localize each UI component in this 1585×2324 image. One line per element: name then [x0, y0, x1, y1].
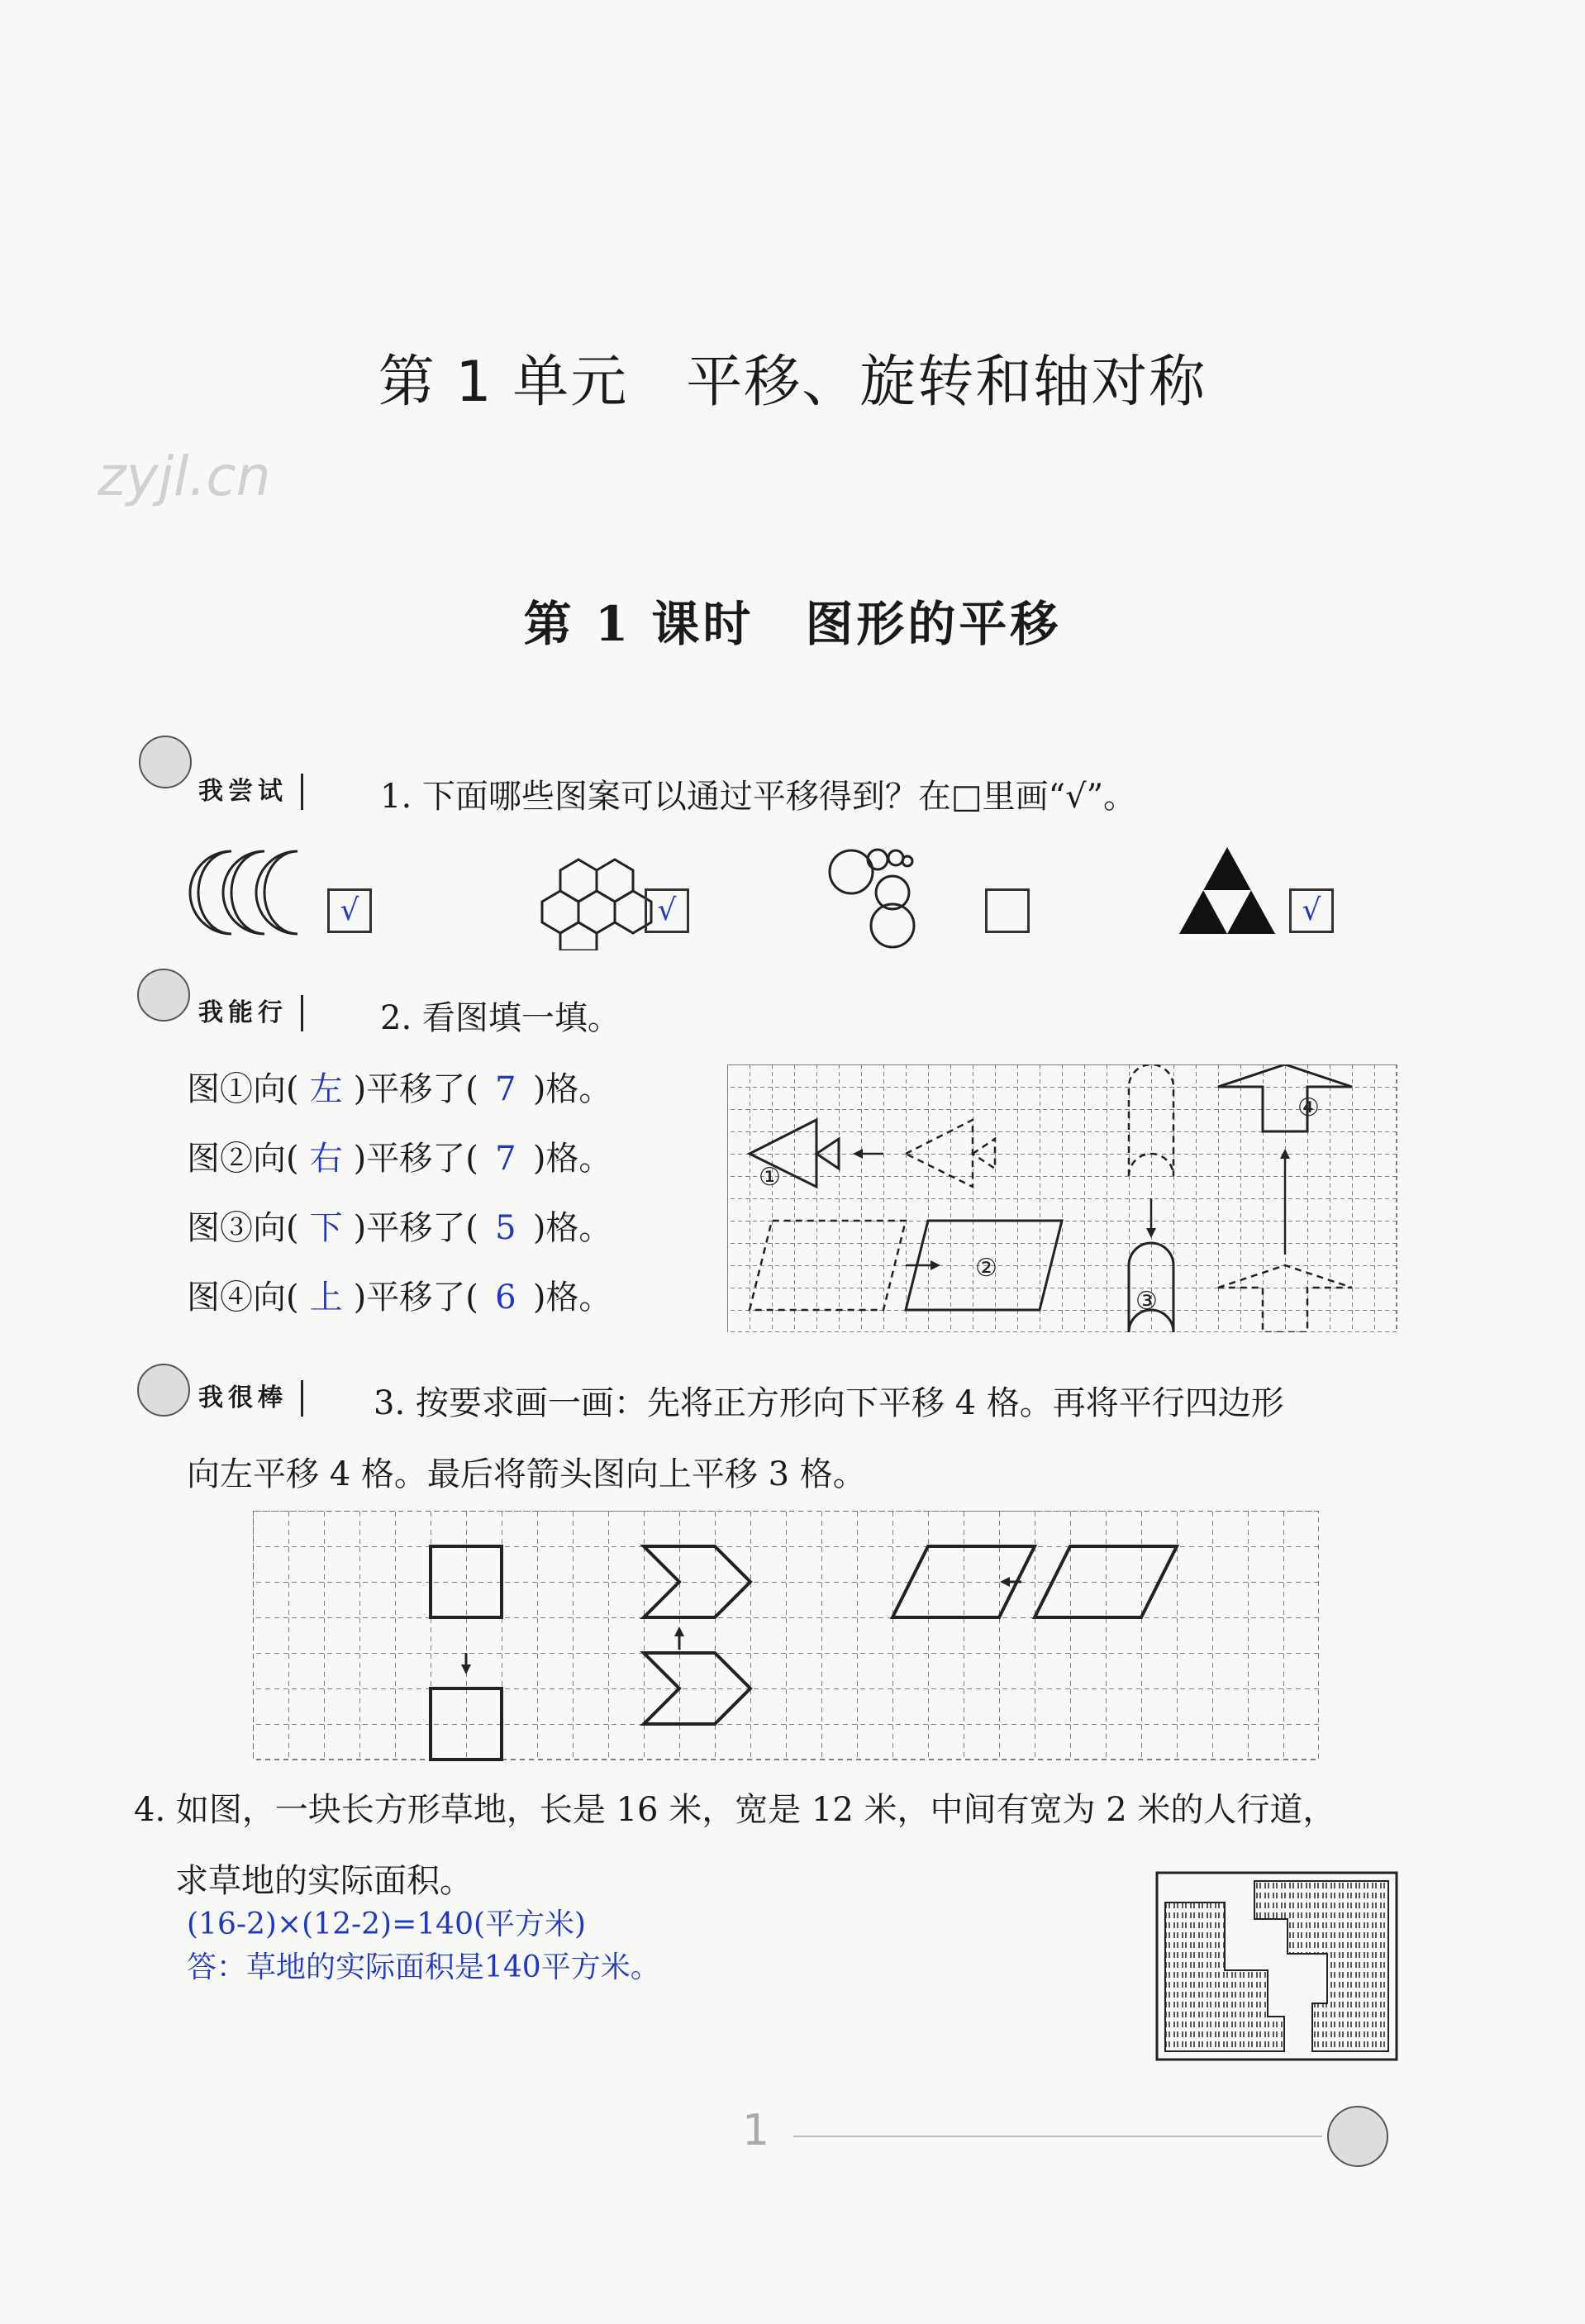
- lesson-title: 第 1 课时 图形的平移: [523, 596, 1062, 652]
- q2-line-2: [187, 1132, 612, 1179]
- mascot-q3-icon: [137, 1364, 190, 1417]
- q2-line-mid: )平移了(: [353, 1140, 478, 1178]
- q2-dir-answer-1[interactable]: 左: [309, 1070, 343, 1108]
- q2-grid-figure: [727, 1064, 1398, 1332]
- q3-badge: 我很棒: [198, 1380, 303, 1417]
- footer-mascot-icon: [1327, 2106, 1388, 2167]
- q2-num-answer-1[interactable]: 7: [495, 1070, 516, 1108]
- crescents-figure: [190, 851, 297, 934]
- q2-line-suffix: )格。: [532, 1070, 612, 1108]
- q3-text-line2: 向左平移 4 格。最后将箭头图向上平移 3 格。: [187, 1455, 866, 1493]
- q2-line-suffix: )格。: [532, 1140, 612, 1178]
- q2-dir-answer-3[interactable]: 下: [309, 1209, 343, 1247]
- q2-line-1: [187, 1063, 612, 1110]
- q2-line-suffix: )格。: [532, 1209, 612, 1247]
- figure-2-label: ②: [975, 1254, 997, 1283]
- q4-answer-line1: (16-2)×(12-2)=140(平方米): [187, 1907, 587, 1941]
- q2-line-3: [187, 1202, 612, 1249]
- q1-answer-box-2[interactable]: √: [645, 888, 689, 933]
- watermark: zyjl.cn: [98, 445, 271, 508]
- q4-grass-figure: [1155, 1871, 1400, 2063]
- q3-grid-figure: [253, 1511, 1319, 1764]
- q2-line-prefix: 图③向(: [187, 1209, 299, 1247]
- figure-4-label: ④: [1297, 1093, 1320, 1122]
- q4-text-line2: 求草地的实际面积。: [175, 1862, 473, 1900]
- q2-line-mid: )平移了(: [353, 1279, 478, 1317]
- unit-title: 第 1 单元 平移、旋转和轴对称: [378, 350, 1207, 415]
- hexagons-figure: [542, 860, 651, 950]
- q2-num-answer-2[interactable]: 7: [495, 1140, 516, 1178]
- q2-dir-answer-4[interactable]: 上: [309, 1279, 343, 1317]
- q1-answer-box-1[interactable]: √: [327, 888, 372, 933]
- q2-num-answer-4[interactable]: 6: [495, 1279, 516, 1317]
- q3-text-line1: 3. 按要求画一画：先将正方形向下平移 4 格。再将平行四边形: [374, 1384, 1284, 1422]
- triangles-figure: [1179, 847, 1275, 934]
- q1-text: 1. 下面哪些图案可以通过平移得到？在□里画“√”。: [380, 778, 1137, 816]
- figure-1-label: ①: [759, 1163, 781, 1192]
- mascot-q2-icon: [137, 969, 190, 1022]
- q1-badge: 我尝试: [198, 774, 303, 810]
- page-number: 1: [742, 2106, 770, 2155]
- q2-line-prefix: 图②向(: [187, 1140, 299, 1178]
- q2-line-mid: )平移了(: [353, 1209, 478, 1247]
- mascot-q1-icon: [139, 736, 192, 788]
- q2-num-answer-3[interactable]: 5: [495, 1209, 516, 1247]
- q2-line-mid: )平移了(: [353, 1070, 478, 1108]
- q2-line-4: [187, 1271, 612, 1318]
- q2-line-prefix: 图④向(: [187, 1279, 299, 1317]
- q2-line-prefix: 图①向(: [187, 1070, 299, 1108]
- q2-text: 2. 看图填一填。: [380, 999, 621, 1037]
- q1-answer-box-3[interactable]: [985, 888, 1030, 933]
- q2-line-suffix: )格。: [532, 1279, 612, 1317]
- q1-answer-box-4[interactable]: √: [1289, 888, 1334, 933]
- circles-figure: [830, 850, 914, 947]
- q4-text-line1: 4. 如图，一块长方形草地，长是 16 米，宽是 12 米，中间有宽为 2 米的人行道，: [134, 1791, 1336, 1829]
- q2-badge: 我能行: [198, 995, 303, 1031]
- figure-3-label: ③: [1135, 1287, 1158, 1316]
- footer-rule: [793, 2136, 1322, 2137]
- q2-dir-answer-2[interactable]: 右: [309, 1140, 343, 1178]
- q4-answer-line2: 答：草地的实际面积是140平方米。: [187, 1950, 660, 1984]
